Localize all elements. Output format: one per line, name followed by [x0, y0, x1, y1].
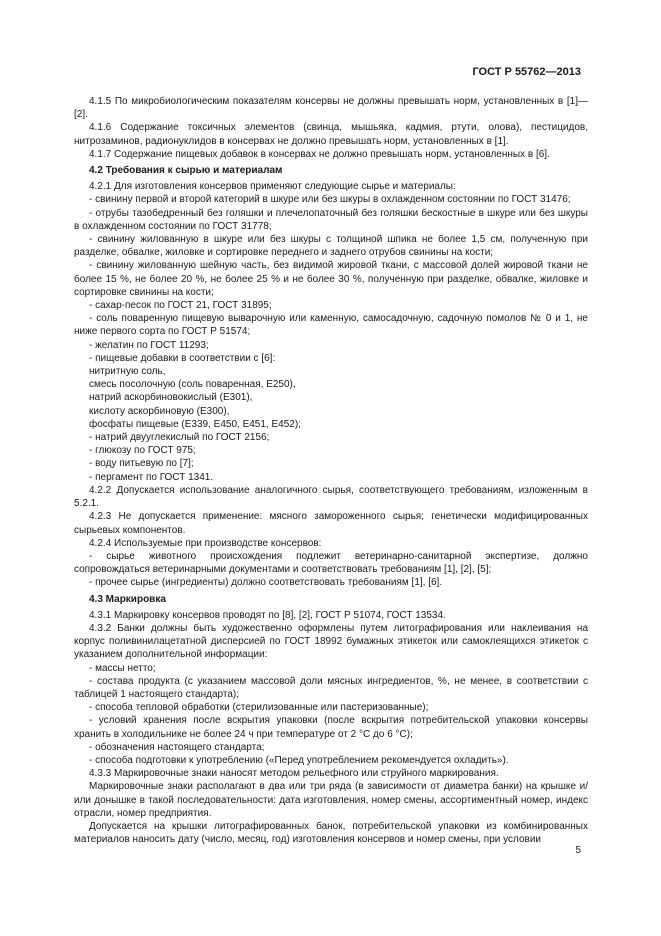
paragraph: Допускается на крышки литографированных банок, потребительской упаковки из комбинированных материалов наносить дату (число, месяц, год) изготовления консервов и номер смены, при условии [74, 820, 588, 846]
document-header: ГОСТ Р 55762—2013 [472, 66, 581, 78]
paragraph: 4.3.1 Маркировку консервов проводят по [8], [2], ГОСТ Р 51074, ГОСТ 13534. [89, 609, 446, 621]
paragraph: Маркировочные знаки располагают в два или три ряда (в зависимости от диаметра банки) на крышке и/или донышке в такой последовательности: дата изготовления, номер смены, ассортиментный номер, индекс отрасли, номер предприятия. [74, 781, 588, 819]
paragraph: 4.2.3 Не допускается применение: мясного замороженного сырья; генетически модифицированных сырьевых компонентов. [74, 511, 588, 536]
paragraph: - прочее сырье (ингредиенты) должно соответствовать требованиям [1], [6]. [89, 577, 443, 589]
paragraph: - обозначения настоящего стандарта; [89, 741, 265, 753]
list-item: нитритную соль, [89, 366, 166, 378]
paragraph: 4.2.2 Допускается использование аналогичного сырья, соответствующего требованиям, изложенным в 5.2.1. [74, 484, 588, 510]
paragraph: - способа тепловой обработки (стерилизованные или пастеризованные); [89, 702, 429, 714]
paragraph: 4.1.7 Содержание пищевых добавок в консервах не должно превышать норм, установленных в [6]. [89, 148, 550, 160]
paragraph: - пищевые добавки в соответствии с [6]: [89, 352, 276, 364]
paragraph: - массы нетто; [89, 662, 156, 674]
list-item: фосфаты пищевые (Е339, Е450, Е451, Е452); [89, 418, 301, 430]
paragraph: - состава продукта (с указанием массовой доли мясных ингредиентов, %, не менее, в соответствии с таблицей 1 настоящего стандарта); [74, 675, 588, 700]
section-heading: 4.3 Маркировка [89, 593, 166, 605]
document-body [74, 95, 588, 846]
paragraph: - воду питьевую по [7]; [89, 458, 194, 470]
paragraph: 4.3.3 Маркировочные знаки наносят методом рельефного или струйного маркирования. [89, 768, 499, 780]
paragraph: - способа подготовки к употреблению («Перед употреблением рекомендуется охладить»). [89, 754, 509, 766]
paragraph: 4.2.1 Для изготовления консервов применяют следующие сырье и материалы: [89, 181, 456, 193]
paragraph: - сахар-песок по ГОСТ 21, ГОСТ 31895; [89, 300, 272, 312]
list-item: смесь посолочную (соль поваренная, Е250), [89, 379, 296, 391]
section-heading: 4.2 Требования к сырью и материалам [89, 165, 283, 177]
paragraph: - соль поваренную пищевую выварочную или каменную, самосадочную, садочную помолов № 0 и 1, не ниже первого сорта по ГОСТ Р 51574; [74, 313, 588, 338]
paragraph: - сырье животного происхождения подлежит ветеринарно-санитарной экспертизе, должно сопровождаться ветеринарными документами и соответствовать требованиям [1], [2], [5]; [74, 550, 588, 576]
paragraph: - свинину жилованную в шкуре или без шкуры с толщиной шпика не более 1,5 см, полученную при разделке, обвалке, жиловке и сортировке переднего и заднего отрубов свинины на кости; [74, 234, 588, 259]
paragraph: 4.1.5 По микробиологическим показателям консервы не должны превышать норм, установленных в [1]—[2]. [74, 96, 588, 121]
paragraph: 4.2.4 Используемые при производстве консервов: [89, 537, 322, 549]
paragraph: - желатин по ГОСТ 11293; [89, 339, 209, 351]
list-item: натрий аскорбиновокислый (Е301), [89, 392, 253, 404]
paragraph: - условий хранения после вскрытия упаковки (после вскрытия потребительской упаковки консервы хранить в холодильнике не более 24 ч при температуре от 2 °С до 6 °С); [74, 715, 588, 740]
paragraph: - свинину первой и второй категорий в шкуре или без шкуры в охлажденном состоянии по ГОСТ 31476; [89, 194, 571, 206]
paragraph: - натрий двууглекислый по ГОСТ 2156; [89, 432, 270, 444]
paragraph: 4.3.2 Банки должны быть художественно оформлены путем литографирования или наклеивания на корпус поливинилацетатной дисперсией по ГОСТ 18992 бумажных этикеток или самоклеящихся этикеток с указанием дополнительной информации: [74, 622, 588, 661]
list-item: кислоту аскорбиновую (Е300), [89, 405, 230, 417]
paragraph: 4.1.6 Содержание токсичных элементов (свинца, мышьяка, кадмия, ртути, олова), пестицидов, нитрозаминов, радионуклидов в консервах не должно превышать норм, установленных в [1]. [74, 122, 588, 147]
paragraph: - свинину жилованную шейную часть, без видимой жировой ткани, с массовой долей жировой ткани не более 15 %, не более 20 %, не более 25 % и не более 30 %, полученную при разделке, обвалке, жиловке и сортировке свинины на кости; [74, 260, 588, 298]
paragraph: - глюкозу по ГОСТ 975; [89, 445, 196, 457]
page-number: 5 [575, 845, 581, 856]
paragraph: - отрубы тазобедренный без голяшки и плечелопаточный без голяшки бескостные в шкуре или без шкуры в охлажденном состоянии по ГОСТ 31778; [74, 207, 588, 232]
paragraph: - пергамент по ГОСТ 1341. [89, 471, 214, 483]
